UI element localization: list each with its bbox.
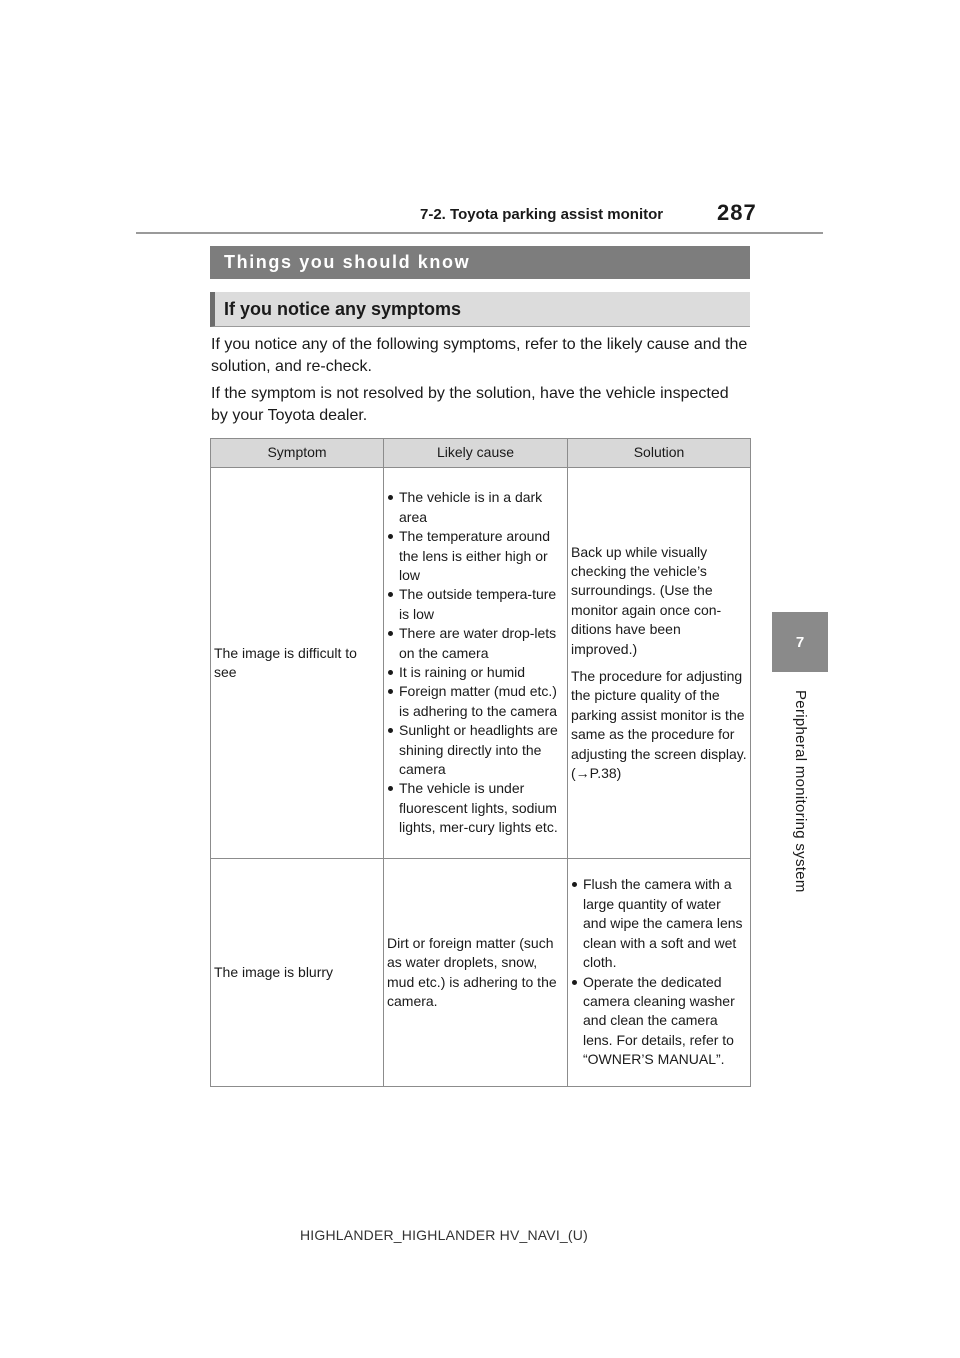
- list-item: The vehicle is under fluorescent lights, sodium lights, mer-cury lights etc.: [387, 779, 564, 837]
- cause-cell: Dirt or foreign matter (such as water droplets, snow, mud etc.) is adhering to the camera.: [384, 859, 568, 1087]
- list-item: The vehicle is in a dark area: [387, 488, 564, 527]
- dealer-paragraph: If the symptom is not resolved by the solution, have the vehicle inspected by your Toyota dealer.: [211, 385, 729, 424]
- symptom-cell: The image is difficult to see: [211, 468, 384, 859]
- solution-cell: [568, 468, 751, 859]
- section-title-bar: [210, 246, 750, 279]
- table-row: [211, 859, 751, 1087]
- solution-text: Back up while visually checking the vehicle’s surroundings. (Use the monitor again once con-ditions have been improved.): [571, 543, 722, 657]
- list-item: It is raining or humid: [387, 663, 564, 682]
- section-title: Things you should know: [224, 252, 471, 272]
- subsection-title: If you notice any symptoms: [224, 298, 462, 319]
- column-header-solution: Solution: [568, 439, 751, 468]
- list-item: The outside tempera-ture is low: [387, 585, 564, 624]
- cause-cell: [384, 468, 568, 859]
- solution-list: [571, 875, 747, 1069]
- table-header-row: [211, 439, 751, 468]
- subsection-title-bar: [210, 292, 750, 327]
- column-header-likely-cause: Likely cause: [384, 439, 568, 468]
- list-item: The temperature around the lens is either high or low: [387, 527, 564, 585]
- list-item: Sunlight or headlights are shining directly into the camera: [387, 721, 564, 779]
- symptoms-table: [210, 438, 751, 1087]
- header-section-title: 7-2. Toyota parking assist monitor: [420, 206, 664, 223]
- chapter-title: Peripheral monitoring system: [792, 690, 809, 893]
- cause-list: [387, 488, 564, 837]
- page-number: 287: [717, 200, 757, 225]
- intro-paragraph: If you notice any of the following symptoms, refer to the likely cause and the solution, and re-check.: [211, 336, 748, 375]
- table-row: [211, 468, 751, 859]
- chapter-number: 7: [795, 633, 805, 651]
- list-item: Operate the dedicated camera cleaning washer and clean the camera lens. For details, refer to “OWNER’S MANUAL”.: [571, 973, 747, 1070]
- header-rule: [136, 232, 823, 234]
- list-item: Foreign matter (mud etc.) is adhering to the camera: [387, 682, 564, 721]
- footer-model: HIGHLANDER_HIGHLANDER HV_NAVI_(U): [300, 1227, 588, 1243]
- solution-cell: [568, 859, 751, 1087]
- list-item: Flush the camera with a large quantity of water and wipe the camera lens clean with a soft and wet cloth.: [571, 875, 747, 972]
- column-header-symptom: Symptom: [211, 439, 384, 468]
- list-item: There are water drop-lets on the camera: [387, 624, 564, 663]
- chapter-tab[interactable]: [772, 612, 828, 672]
- solution-reference-text[interactable]: The procedure for adjusting the picture quality of the parking assist monitor is the same as the procedure for adjusting the screen display. (→P.38): [571, 668, 747, 782]
- symptom-cell: The image is blurry: [211, 859, 384, 1087]
